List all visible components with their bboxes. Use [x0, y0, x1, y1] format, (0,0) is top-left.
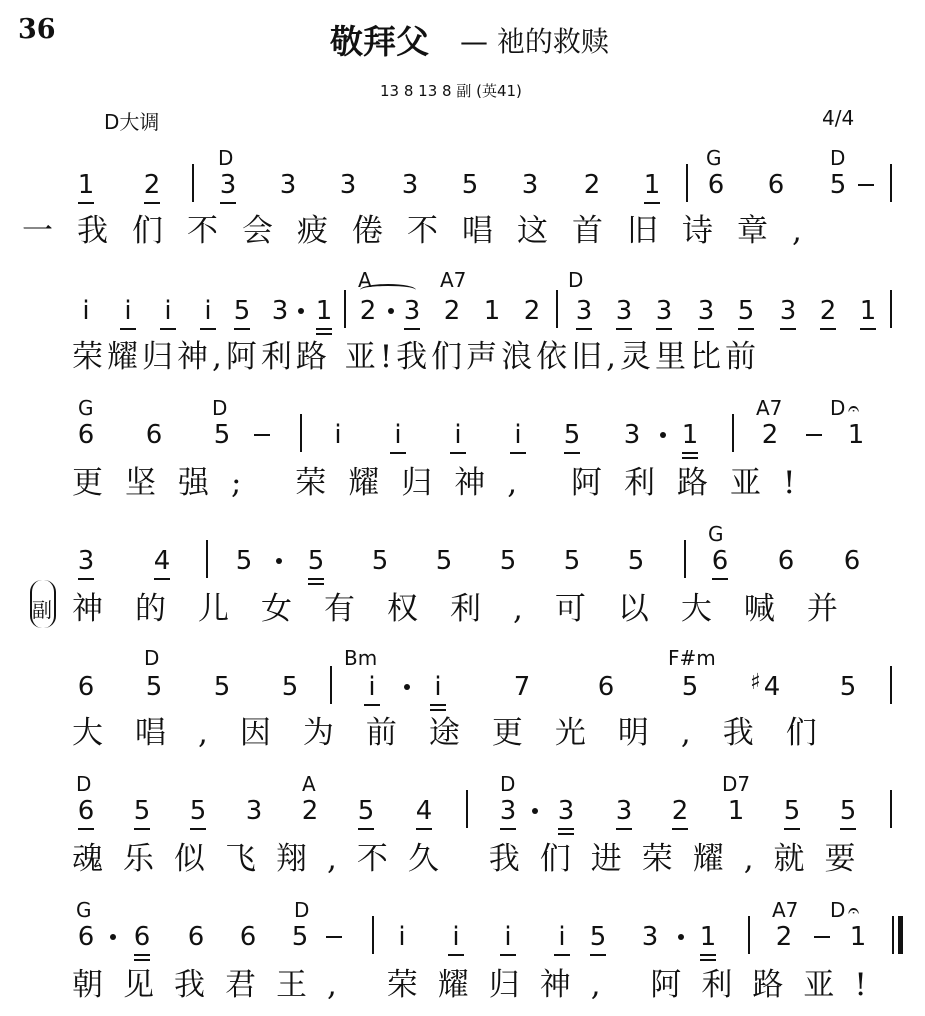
barline	[344, 290, 346, 328]
note: 3	[401, 170, 419, 200]
note: 5	[780, 798, 804, 824]
note: i	[360, 674, 384, 700]
note: i	[334, 420, 342, 450]
note: i	[550, 924, 574, 950]
chorus-label: 副	[32, 598, 52, 622]
note: 3	[554, 798, 578, 824]
note: 3	[245, 796, 263, 826]
slur	[360, 284, 416, 296]
note: i	[156, 298, 180, 324]
note: i	[116, 298, 140, 324]
lyric-line: 大唱,因为前途更光明,我们	[72, 715, 849, 751]
chord-symbol: A	[302, 772, 316, 796]
barline	[748, 916, 750, 954]
page-number: 36	[18, 14, 56, 45]
barline	[192, 164, 194, 202]
fermata-icon: 𝄐	[848, 898, 860, 922]
note: 3	[400, 298, 424, 324]
augmentation-dot	[678, 934, 684, 940]
note: 2	[668, 798, 692, 824]
note: 1	[640, 172, 664, 198]
augmentation-dot	[660, 432, 666, 438]
note: 1	[312, 298, 336, 324]
note: 3	[279, 170, 297, 200]
note: 1	[696, 924, 720, 950]
note: 5	[461, 170, 479, 200]
note: 2	[775, 922, 793, 952]
chord-symbol: D	[830, 146, 846, 170]
note: 1	[856, 298, 880, 324]
note: 2	[140, 172, 164, 198]
note: 3	[271, 296, 289, 326]
note: 3	[623, 420, 641, 450]
chord-symbol: A	[358, 268, 372, 292]
chord-symbol: D	[218, 146, 234, 170]
time-signature: 4/4	[822, 106, 855, 130]
final-barline-thick	[898, 916, 903, 954]
chord-symbol: D7	[722, 772, 751, 796]
note: 1	[849, 922, 867, 952]
chord-symbol: D	[212, 396, 228, 420]
chord-symbol: A7	[756, 396, 783, 420]
hold-dash	[858, 184, 874, 186]
fermata-icon: 𝄐	[848, 396, 860, 420]
note: 5	[627, 546, 645, 576]
chord-symbol: D	[144, 646, 160, 670]
note: 7	[513, 672, 531, 702]
barline	[890, 164, 892, 202]
note: 6	[77, 420, 95, 450]
note: 1	[483, 296, 501, 326]
note: 3	[216, 172, 240, 198]
note: 6	[77, 922, 95, 952]
augmentation-dot	[404, 684, 410, 690]
chord-symbol: F#m	[668, 646, 716, 670]
note: i	[196, 298, 220, 324]
note: 5	[235, 546, 253, 576]
note: 3	[694, 298, 718, 324]
note: 3	[612, 298, 636, 324]
note: 5	[839, 672, 857, 702]
note: 4	[412, 798, 436, 824]
augmentation-dot	[276, 558, 282, 564]
barline	[890, 290, 892, 328]
note: 5	[836, 798, 860, 824]
augmentation-dot	[110, 934, 116, 940]
note: 3	[74, 548, 98, 574]
note: 5	[681, 672, 699, 702]
chord-symbol: D	[294, 898, 310, 922]
note: 5	[130, 798, 154, 824]
sharp-icon: ♯	[750, 670, 761, 695]
note: 5	[734, 298, 758, 324]
note: 3	[612, 798, 636, 824]
chord-symbol: A7	[440, 268, 467, 292]
note: 3	[339, 170, 357, 200]
note: 1	[847, 420, 865, 450]
barline	[684, 540, 686, 578]
note: 5	[829, 170, 847, 200]
note: 5	[291, 922, 309, 952]
chord-symbol: D	[830, 898, 846, 922]
note: 5	[563, 546, 581, 576]
note: 2	[301, 796, 319, 826]
note: 5	[230, 298, 254, 324]
note: 2	[359, 296, 377, 326]
barline	[206, 540, 208, 578]
key-signature: D大调	[104, 110, 160, 134]
lyric-line: 荣耀归神,阿利路 亚!我们声浪依旧,灵里比前	[72, 339, 761, 375]
chord-symbol: A7	[772, 898, 799, 922]
note: 3	[652, 298, 676, 324]
note: i	[446, 422, 470, 448]
note: i	[496, 924, 520, 950]
note: 3	[776, 298, 800, 324]
barline	[556, 290, 558, 328]
meter-info: 13 8 13 8 副 (英41)	[380, 82, 522, 100]
chord-symbol: D	[568, 268, 584, 292]
note: i	[398, 922, 406, 952]
note: 5	[281, 672, 299, 702]
chord-symbol: D	[500, 772, 516, 796]
note: 4	[763, 672, 781, 702]
note: 6	[74, 798, 98, 824]
hold-dash	[806, 434, 822, 436]
note: 6	[707, 170, 725, 200]
barline	[890, 790, 892, 828]
note: 5	[304, 548, 328, 574]
note: 1	[74, 172, 98, 198]
chord-symbol: Bm	[344, 646, 378, 670]
note: 5	[213, 420, 231, 450]
note: 5	[371, 546, 389, 576]
note: i	[386, 422, 410, 448]
note: 6	[777, 546, 795, 576]
note: 5	[186, 798, 210, 824]
note: 3	[641, 922, 659, 952]
note: 6	[708, 548, 732, 574]
barline	[732, 414, 734, 452]
note: 2	[523, 296, 541, 326]
note: 6	[597, 672, 615, 702]
note: 6	[843, 546, 861, 576]
note: i	[506, 422, 530, 448]
hymn-title: 敬拜父	[330, 22, 429, 61]
barline	[300, 414, 302, 452]
note: 6	[145, 420, 163, 450]
note: 5	[435, 546, 453, 576]
lyric-line: 更坚强; 荣耀归神, 阿利路亚!	[72, 465, 818, 501]
note: 2	[583, 170, 601, 200]
lyric-line: 神的儿女有权利,可以大喊并	[72, 591, 870, 627]
barline	[890, 666, 892, 704]
note: 1	[678, 422, 702, 448]
note: 3	[572, 298, 596, 324]
lyric-line: 魂乐似飞翔,不久 我们进荣耀,就要	[72, 841, 876, 877]
chord-symbol: D	[76, 772, 92, 796]
lyric-line: 一我们不会疲倦不唱这首旧诗章,	[22, 213, 826, 249]
barline	[466, 790, 468, 828]
note: 6	[130, 924, 154, 950]
chord-symbol: G	[78, 396, 94, 420]
chord-symbol: D	[830, 396, 846, 420]
note: 3	[521, 170, 539, 200]
chord-symbol: G	[706, 146, 722, 170]
note: 5	[586, 924, 610, 950]
augmentation-dot	[298, 308, 304, 314]
note: 3	[496, 798, 520, 824]
final-barline	[892, 916, 894, 954]
note: 2	[761, 420, 779, 450]
note: 5	[560, 422, 584, 448]
chord-symbol: G	[708, 522, 724, 546]
chord-symbol: G	[76, 898, 92, 922]
barline	[330, 666, 332, 704]
note: 5	[213, 672, 231, 702]
note: 6	[239, 922, 257, 952]
hymn-subtitle: — 祂的救赎	[460, 25, 609, 58]
note: 1	[727, 796, 745, 826]
note: 6	[77, 672, 95, 702]
barline	[686, 164, 688, 202]
note: 5	[499, 546, 517, 576]
lyric-line: 朝见我君王, 荣耀归神, 阿利路亚!	[72, 967, 887, 1003]
note: 2	[816, 298, 840, 324]
augmentation-dot	[388, 308, 394, 314]
note: 5	[354, 798, 378, 824]
hold-dash	[254, 434, 270, 436]
note: i	[82, 296, 90, 326]
barline	[372, 916, 374, 954]
note: i	[444, 924, 468, 950]
note: 6	[767, 170, 785, 200]
hold-dash	[814, 936, 830, 938]
augmentation-dot	[532, 808, 538, 814]
note: i	[426, 674, 450, 700]
note: 4	[150, 548, 174, 574]
hold-dash	[326, 936, 342, 938]
note: 2	[443, 296, 461, 326]
note: 6	[187, 922, 205, 952]
note: 5	[145, 672, 163, 702]
